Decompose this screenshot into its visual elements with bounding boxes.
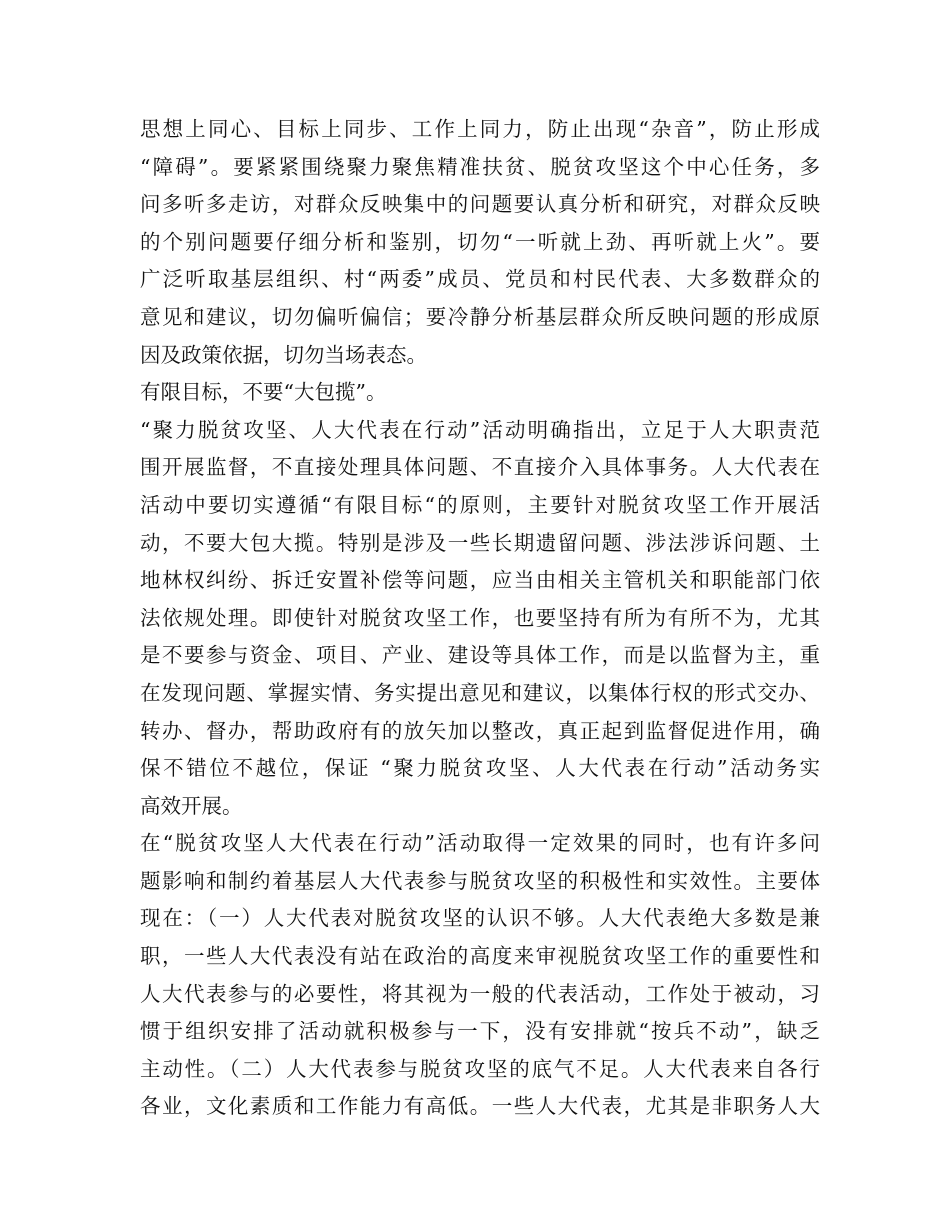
text-line: 法依规处理。即使针对脱贫攻坚工作，也要坚持有所为有所不为，尤其 — [140, 605, 820, 630]
text-line: 转办、督办，帮助政府有的放矢加以整改，真正起到监督促进作用，确 — [140, 718, 820, 743]
text-line: 人大代表参与的必要性，将其视为一般的代表活动，工作处于被动，习 — [140, 981, 820, 1006]
text-line: 在“脱贫攻坚人大代表在行动”活动取得一定效果的同时，也有许多问 — [140, 831, 820, 856]
text-line: “聚力脱贫攻坚、人大代表在行动”活动明确指出，立足于人大职责范 — [140, 417, 820, 442]
text-line: 意见和建议，切勿偏听偏信；要冷静分析基层群众所反映问题的形成原 — [140, 304, 820, 329]
text-line: 在发现问题、掌握实情、务实提出意见和建议，以集体行权的形式交办、 — [140, 680, 820, 705]
section-heading: 有限目标，不要“大包揽”。 — [140, 380, 387, 405]
text-line: 思想上同心、目标上同步、工作上同力，防止出现“杂音”，防止形成 — [140, 117, 820, 141]
text-line: 活动中要切实遵循“有限目标“的原则，主要针对脱贫攻坚工作开展活 — [140, 492, 820, 517]
text-line: 广泛听取基层组织、村“两委”成员、党员和村民代表、大多数群众的 — [140, 267, 820, 292]
text-line: 是不要参与资金、项目、产业、建设等具体工作，而是以监督为主，重 — [140, 643, 820, 668]
text-line: 动，不要大包大揽。特别是涉及一些长期遗留问题、涉法涉诉问题、土 — [140, 530, 820, 555]
text-line: 题影响和制约着基层人大代表参与脱贫攻坚的积极性和实效性。主要体 — [140, 868, 820, 893]
text-line: 各业，文化素质和工作能力有高低。一些人大代表，尤其是非职务人大 — [140, 1094, 820, 1119]
text-line: 主动性。（二）人大代表参与脱贫攻坚的底气不足。人大代表来自各行 — [140, 1056, 820, 1081]
paragraph-end-line: 因及政策依据，切勿当场表态。 — [140, 342, 427, 367]
text-line: 保不错位不越位，保证 “聚力脱贫攻坚、人大代表在行动”活动务实 — [140, 756, 820, 781]
text-line: “障碍”。要紧紧围绕聚力聚焦精准扶贫、脱贫攻坚这个中心任务，多 — [140, 154, 820, 179]
text-line: 的个别问题要仔细分析和鉴别，切勿“一听就上劲、再听就上火”。要 — [140, 229, 820, 254]
body-text — [140, 111, 820, 1126]
text-line: 问多听多走访，对群众反映集中的问题要认真分析和研究，对群众反映 — [140, 192, 820, 217]
text-line: 惯于组织安排了活动就积极参与一下，没有安排就“按兵不动”，缺乏 — [140, 1019, 820, 1044]
text-line: 职，一些人大代表没有站在政治的高度来审视脱贫攻坚工作的重要性和 — [140, 944, 820, 969]
paragraph-end-line: 高效开展。 — [140, 793, 243, 818]
text-line: 现在：（一）人大代表对脱贫攻坚的认识不够。人大代表绝大多数是兼 — [140, 906, 820, 931]
text-line: 围开展监督，不直接处理具体问题、不直接介入具体事务。人大代表在 — [140, 455, 820, 480]
text-line: 地林权纠纷、拆迁安置补偿等问题，应当由相关主管机关和职能部门依 — [140, 568, 820, 593]
